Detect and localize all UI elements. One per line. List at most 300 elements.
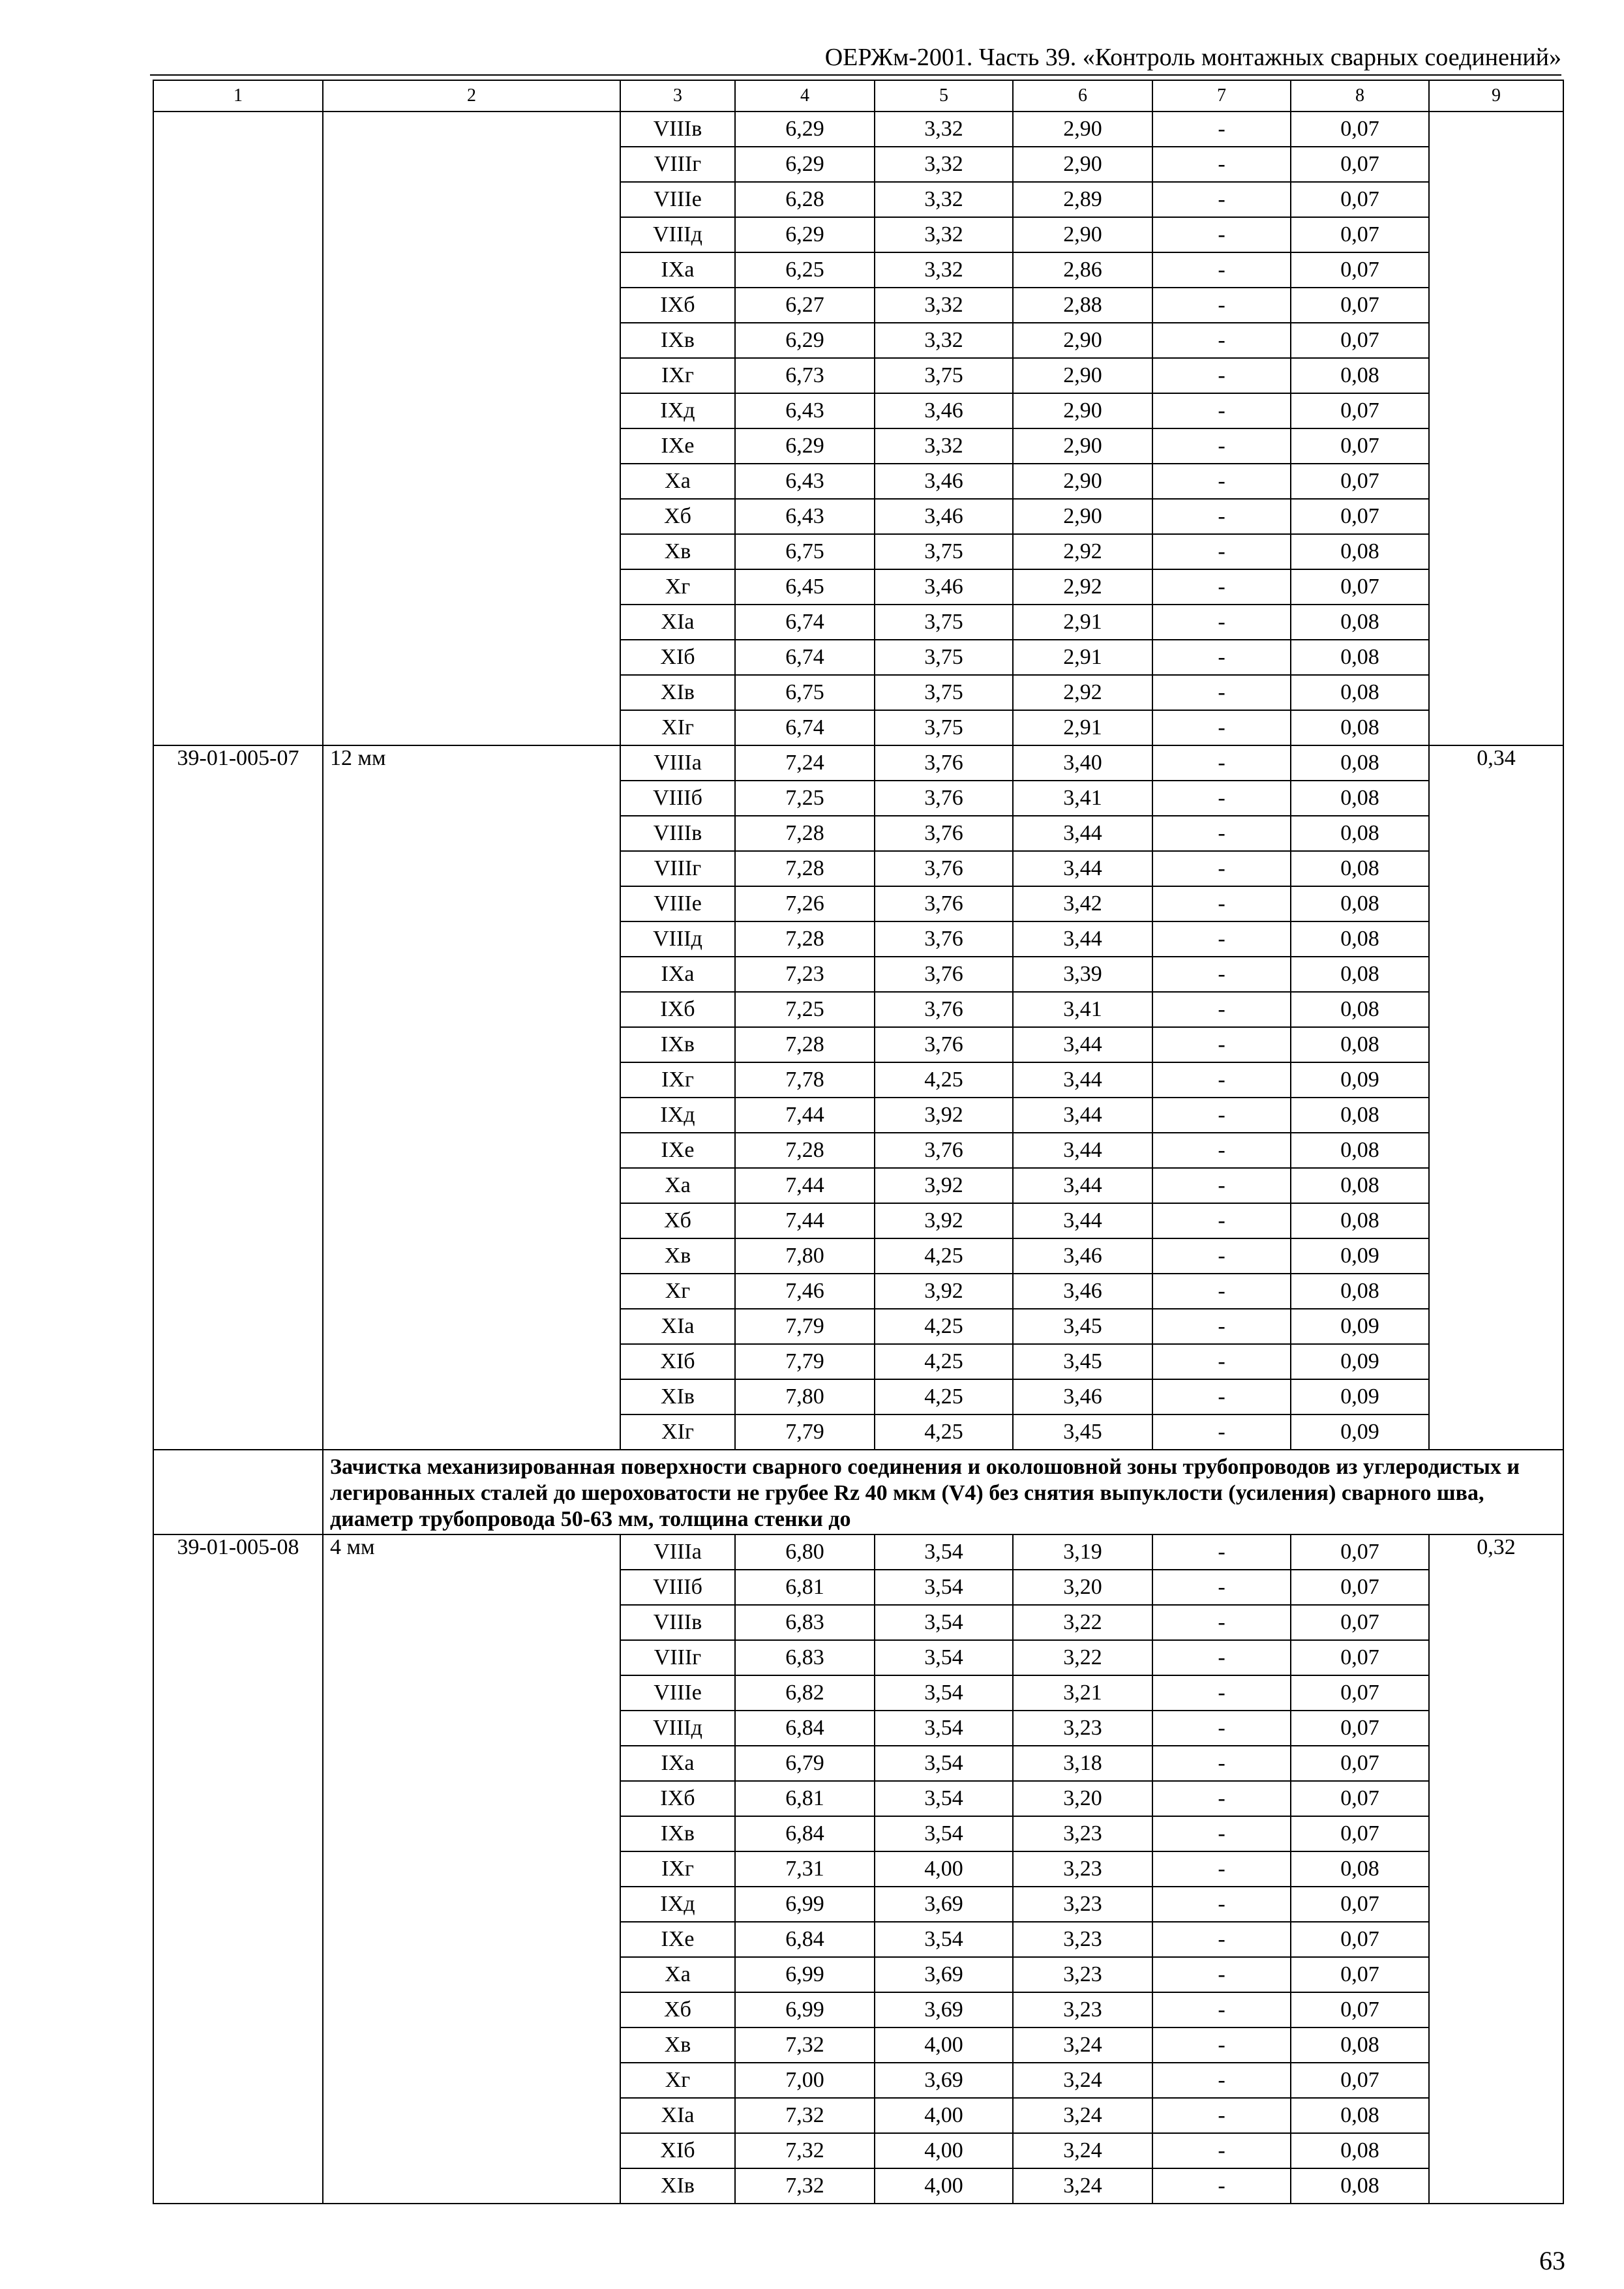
materials-cost: - [1152,1711,1291,1746]
labor-cost: 3,75 [875,675,1013,710]
labor-hours: 0,08 [1291,1851,1429,1887]
total-cost: 6,80 [735,1534,875,1570]
machine-cost: 3,20 [1013,1570,1152,1605]
weld-category: Xв [620,1238,735,1274]
labor-hours: 0,09 [1291,1379,1429,1414]
labor-hours: 0,08 [1291,675,1429,710]
machine-cost: 3,46 [1013,1274,1152,1309]
labor-cost: 3,75 [875,358,1013,393]
labor-hours: 0,07 [1291,1922,1429,1957]
machine-cost: 3,44 [1013,1168,1152,1203]
weld-category: IXд [620,393,735,428]
weld-category: XIб [620,640,735,675]
labor-hours: 0,08 [1291,1133,1429,1168]
labor-hours: 0,07 [1291,428,1429,464]
materials-cost: - [1152,147,1291,182]
labor-hours: 0,07 [1291,1887,1429,1922]
column-number: 3 [620,80,735,112]
total-cost: 7,32 [735,2098,875,2133]
total-cost: 6,99 [735,1957,875,1992]
materials-cost: - [1152,1379,1291,1414]
labor-hours: 0,08 [1291,1203,1429,1238]
weld-category: VIIIг [620,851,735,886]
weld-category: IXб [620,992,735,1027]
materials-cost: - [1152,1274,1291,1309]
machine-cost: 3,24 [1013,2098,1152,2133]
labor-cost: 3,76 [875,1133,1013,1168]
machine-cost: 3,46 [1013,1238,1152,1274]
labor-hours: 0,07 [1291,1781,1429,1816]
labor-cost: 3,32 [875,323,1013,358]
labor-hours: 0,07 [1291,1992,1429,2027]
total-cost: 6,84 [735,1922,875,1957]
labor-cost: 3,76 [875,886,1013,921]
machine-cost: 3,24 [1013,2133,1152,2168]
total-cost: 7,32 [735,2168,875,2204]
total-cost: 7,25 [735,781,875,816]
weld-category: XIв [620,2168,735,2204]
materials-cost: - [1152,957,1291,992]
total-cost: 6,81 [735,1781,875,1816]
labor-hours: 0,07 [1291,1675,1429,1711]
column-number-row [153,80,1563,112]
machine-cost: 3,23 [1013,1957,1152,1992]
labor-cost: 3,32 [875,182,1013,217]
total-cost: 6,74 [735,640,875,675]
weld-category: Xа [620,1957,735,1992]
materials-cost: - [1152,1570,1291,1605]
labor-cost: 3,92 [875,1098,1013,1133]
labor-cost: 4,25 [875,1379,1013,1414]
machine-cost: 3,22 [1013,1640,1152,1675]
labor-cost: 3,75 [875,534,1013,569]
labor-cost: 3,32 [875,217,1013,252]
total-cost: 7,80 [735,1379,875,1414]
weld-category: VIIIд [620,217,735,252]
labor-hours: 0,07 [1291,147,1429,182]
labor-cost: 3,75 [875,710,1013,745]
machine-cost: 2,89 [1013,182,1152,217]
machine-cost: 3,44 [1013,1062,1152,1098]
machine-cost: 3,46 [1013,1379,1152,1414]
total-cost: 6,29 [735,147,875,182]
machine-cost: 2,90 [1013,323,1152,358]
machine-cost: 2,90 [1013,464,1152,499]
machine-cost: 2,90 [1013,393,1152,428]
labor-cost: 3,54 [875,1922,1013,1957]
labor-hours: 0,07 [1291,2063,1429,2098]
machine-cost: 2,91 [1013,710,1152,745]
labor-hours: 0,07 [1291,1605,1429,1640]
total-cost: 7,28 [735,816,875,851]
total-cost: 6,79 [735,1746,875,1781]
machine-cost: 2,88 [1013,288,1152,323]
materials-cost: - [1152,1238,1291,1274]
total-cost: 6,43 [735,393,875,428]
machine-cost: 3,39 [1013,957,1152,992]
materials-cost: - [1152,1133,1291,1168]
column-number: 2 [323,80,620,112]
weld-category: XIа [620,2098,735,2133]
total-cost: 6,83 [735,1605,875,1640]
total-cost: 6,82 [735,1675,875,1711]
materials-cost: - [1152,1309,1291,1344]
total-cost: 7,25 [735,992,875,1027]
labor-hours: 0,07 [1291,569,1429,605]
labor-cost: 3,54 [875,1746,1013,1781]
machine-cost: 3,21 [1013,1675,1152,1711]
labor-hours: 0,09 [1291,1414,1429,1450]
labor-hours: 0,08 [1291,710,1429,745]
labor-hours: 0,07 [1291,323,1429,358]
rate-code: 39-01-005-07 [153,745,323,1450]
machine-cost: 2,90 [1013,358,1152,393]
wall-thickness: 12 мм [323,745,620,1450]
labor-cost: 3,32 [875,252,1013,288]
labor-cost: 3,76 [875,816,1013,851]
materials-cost: - [1152,851,1291,886]
table-row [153,745,1563,781]
labor-cost: 3,32 [875,428,1013,464]
labor-cost: 3,69 [875,1887,1013,1922]
materials-cost: - [1152,1922,1291,1957]
labor-hours: 0,08 [1291,1098,1429,1133]
labor-hours: 0,08 [1291,640,1429,675]
labor-hours: 0,09 [1291,1309,1429,1344]
materials-cost: - [1152,499,1291,534]
total-cost: 7,44 [735,1203,875,1238]
weld-category: Xв [620,534,735,569]
machine-cost: 3,45 [1013,1344,1152,1379]
total-cost: 6,27 [735,288,875,323]
labor-hours: 0,08 [1291,745,1429,781]
weld-category: XIв [620,675,735,710]
machine-cost: 3,20 [1013,1781,1152,1816]
labor-cost: 4,00 [875,1851,1013,1887]
weld-category: Xа [620,464,735,499]
total-cost: 7,32 [735,2133,875,2168]
machine-cost: 3,24 [1013,2063,1152,2098]
labor-hours: 0,07 [1291,252,1429,288]
materials-cost: - [1152,569,1291,605]
materials-cost: - [1152,1534,1291,1570]
materials-cost: - [1152,1781,1291,1816]
labor-hours: 0,08 [1291,886,1429,921]
weld-category: VIIIд [620,1711,735,1746]
total-cost: 7,79 [735,1344,875,1379]
weld-category: Xб [620,499,735,534]
machine-cost: 3,23 [1013,1711,1152,1746]
weld-category: IXе [620,1922,735,1957]
materials-cost: - [1152,781,1291,816]
total-cost: 7,44 [735,1168,875,1203]
total-cost: 6,29 [735,323,875,358]
materials-cost: - [1152,464,1291,499]
total-cost: 7,31 [735,1851,875,1887]
weld-category: IXе [620,1133,735,1168]
total-cost: 6,29 [735,217,875,252]
labor-hours: 0,07 [1291,217,1429,252]
materials-cost: - [1152,2063,1291,2098]
weld-category: IXб [620,288,735,323]
materials-cost: - [1152,358,1291,393]
total-cost: 7,26 [735,886,875,921]
table-row [153,112,1563,147]
labor-cost: 3,54 [875,1711,1013,1746]
total-cost: 7,23 [735,957,875,992]
table-row [153,1534,1563,1570]
materials-cost: - [1152,1746,1291,1781]
labor-cost: 3,32 [875,288,1013,323]
labor-hours: 0,08 [1291,921,1429,957]
labor-hours: 0,07 [1291,1534,1429,1570]
labor-cost: 3,54 [875,1605,1013,1640]
weld-category: XIв [620,1379,735,1414]
materials-cost: - [1152,252,1291,288]
total-cost: 6,29 [735,428,875,464]
total-cost: 7,28 [735,1027,875,1062]
labor-cost: 3,54 [875,1816,1013,1851]
column-number: 1 [153,80,323,112]
labor-hours: 0,08 [1291,816,1429,851]
materials-cost: - [1152,675,1291,710]
total-cost: 6,25 [735,252,875,288]
total-cost: 7,44 [735,1098,875,1133]
materials-cost: - [1152,288,1291,323]
labor-cost: 4,25 [875,1414,1013,1450]
labor-cost: 3,69 [875,1992,1013,2027]
weld-category: VIIIв [620,816,735,851]
machine-cost: 3,40 [1013,745,1152,781]
labor-hours: 0,07 [1291,112,1429,147]
total-cost: 7,78 [735,1062,875,1098]
materials-cost: - [1152,393,1291,428]
machine-cost: 3,23 [1013,1922,1152,1957]
weld-category: XIа [620,605,735,640]
materials-cost: - [1152,1062,1291,1098]
labor-cost: 3,76 [875,992,1013,1027]
labor-hours: 0,08 [1291,957,1429,992]
labor-hours: 0,08 [1291,358,1429,393]
weld-category: IXв [620,1027,735,1062]
machine-cost: 3,18 [1013,1746,1152,1781]
header-rule [150,74,1561,76]
materials-cost: - [1152,1344,1291,1379]
total-cost: 6,99 [735,1887,875,1922]
total-cost: 6,75 [735,675,875,710]
materials-cost: - [1152,323,1291,358]
column-number: 4 [735,80,875,112]
weld-category: IXд [620,1887,735,1922]
section-row [153,1450,1563,1534]
machine-cost: 2,86 [1013,252,1152,288]
materials-cost: - [1152,1203,1291,1238]
labor-cost: 3,46 [875,393,1013,428]
machine-cost: 2,90 [1013,217,1152,252]
weld-category: XIг [620,1414,735,1450]
weld-category: VIIIб [620,1570,735,1605]
rate-code: 39-01-005-08 [153,1534,323,2204]
weld-category: IXд [620,1098,735,1133]
labor-hours: 0,07 [1291,1640,1429,1675]
wall-thickness: 4 мм [323,1534,620,2204]
section-blank-cell [153,1450,323,1534]
labor-hours: 0,08 [1291,781,1429,816]
weld-category: XIг [620,710,735,745]
labor-hours: 0,09 [1291,1062,1429,1098]
labor-cost: 3,54 [875,1534,1013,1570]
total-cost: 7,80 [735,1238,875,1274]
machine-cost: 2,90 [1013,112,1152,147]
weld-category: Xб [620,1203,735,1238]
labor-cost: 3,92 [875,1274,1013,1309]
machine-cost: 3,22 [1013,1605,1152,1640]
column-number: 9 [1429,80,1563,112]
labor-hours: 0,07 [1291,1570,1429,1605]
labor-cost: 3,54 [875,1675,1013,1711]
machine-cost: 3,44 [1013,1027,1152,1062]
labor-cost: 4,00 [875,2027,1013,2063]
labor-cost: 3,76 [875,851,1013,886]
labor-cost: 4,25 [875,1238,1013,1274]
machine-cost: 2,90 [1013,428,1152,464]
materials-cost: - [1152,1168,1291,1203]
labor-cost: 3,69 [875,2063,1013,2098]
materials-cost: - [1152,2027,1291,2063]
weld-category: IXг [620,1851,735,1887]
total-cost: 6,84 [735,1711,875,1746]
materials-cost: - [1152,1816,1291,1851]
rates-table-body [153,80,1563,2204]
total-cost: 7,00 [735,2063,875,2098]
weld-category: Xв [620,2027,735,2063]
materials-cost: - [1152,428,1291,464]
column-number: 6 [1013,80,1152,112]
weld-category: VIIIг [620,147,735,182]
machine-cost: 3,44 [1013,921,1152,957]
total-cost: 6,28 [735,182,875,217]
weld-category: IXа [620,252,735,288]
total-cost: 6,73 [735,358,875,393]
total-cost: 6,74 [735,605,875,640]
labor-cost: 3,76 [875,781,1013,816]
labor-hours: 0,07 [1291,499,1429,534]
labor-cost: 3,75 [875,640,1013,675]
labor-hours: 0,08 [1291,1027,1429,1062]
total-cost: 7,79 [735,1414,875,1450]
machine-cost: 3,45 [1013,1414,1152,1450]
weld-category: VIIIе [620,1675,735,1711]
rates-table [153,80,1564,2204]
total-cost: 7,28 [735,1133,875,1168]
materials-cost: - [1152,1957,1291,1992]
materials-cost: - [1152,1027,1291,1062]
weld-category: Xг [620,1274,735,1309]
labor-hours: 0,07 [1291,464,1429,499]
materials-cost: - [1152,921,1291,957]
labor-hours: 0,07 [1291,1957,1429,1992]
total-cost: 7,32 [735,2027,875,2063]
labor-cost: 3,32 [875,112,1013,147]
materials-cost: - [1152,182,1291,217]
total-cost: 6,83 [735,1640,875,1675]
machine-cost: 2,91 [1013,640,1152,675]
machine-cost: 2,92 [1013,675,1152,710]
labor-hours: 0,07 [1291,1711,1429,1746]
weld-category: VIIIе [620,886,735,921]
rate-code [153,112,323,745]
total-cost: 7,46 [735,1274,875,1309]
column-number: 8 [1291,80,1429,112]
weld-category: IXа [620,1746,735,1781]
page-header-title: ОЕРЖм-2001. Часть 39. «Контроль монтажных сварных соединений» [824,44,1561,71]
labor-hours: 0,08 [1291,2098,1429,2133]
weld-category: Xа [620,1168,735,1203]
labor-cost: 4,25 [875,1062,1013,1098]
section-description: Зачистка механизированная поверхности сварного соединения и околошовной зоны трубопроводов из углеродистых и легированных сталей до шероховатости не грубее Rz 40 мкм (V4) без снятия выпуклости (усиления) сварного шва, диаметр трубопровода 50-63 мм, толщина стенки до [323,1450,1563,1534]
labor-cost: 3,76 [875,1027,1013,1062]
column-number: 5 [875,80,1013,112]
materials-cost: - [1152,710,1291,745]
labor-cost: 3,46 [875,569,1013,605]
machine-cost: 3,41 [1013,992,1152,1027]
labor-cost: 3,92 [875,1203,1013,1238]
weld-category: IXв [620,323,735,358]
weld-category: VIIIе [620,182,735,217]
labor-hours: 0,09 [1291,1238,1429,1274]
labor-hours: 0,07 [1291,288,1429,323]
weld-category: VIIIв [620,1605,735,1640]
machine-cost: 3,23 [1013,1887,1152,1922]
labor-hours: 0,08 [1291,534,1429,569]
labor-cost: 4,00 [875,2168,1013,2204]
total-cost: 6,74 [735,710,875,745]
weld-category: VIIIд [620,921,735,957]
labor-cost: 3,46 [875,464,1013,499]
weld-category: Xг [620,2063,735,2098]
materials-cost: - [1152,1640,1291,1675]
materials-cost: - [1152,1605,1291,1640]
labor-hours: 0,08 [1291,2133,1429,2168]
total-cost: 6,84 [735,1816,875,1851]
machine-cost: 3,45 [1013,1309,1152,1344]
labor-cost: 3,75 [875,605,1013,640]
weld-category: VIIIв [620,112,735,147]
labor-hours: 0,08 [1291,2027,1429,2063]
materials-cost: - [1152,1887,1291,1922]
labor-hours: 0,08 [1291,605,1429,640]
machine-cost: 3,44 [1013,851,1152,886]
labor-cost: 3,54 [875,1570,1013,1605]
materials-cost: - [1152,217,1291,252]
machine-cost: 3,23 [1013,1816,1152,1851]
materials-cost: - [1152,1098,1291,1133]
total-cost: 6,45 [735,569,875,605]
labor-cost: 3,76 [875,957,1013,992]
wall-thickness [323,112,620,745]
column-number: 7 [1152,80,1291,112]
total-cost: 7,79 [735,1309,875,1344]
materials-cost: - [1152,2168,1291,2204]
materials-cost: - [1152,605,1291,640]
materials-cost: - [1152,640,1291,675]
materials-cost: - [1152,992,1291,1027]
machine-cost: 2,92 [1013,534,1152,569]
materials-cost: - [1152,745,1291,781]
machine-cost: 2,90 [1013,147,1152,182]
labor-cost: 3,76 [875,921,1013,957]
total-cost: 7,28 [735,921,875,957]
